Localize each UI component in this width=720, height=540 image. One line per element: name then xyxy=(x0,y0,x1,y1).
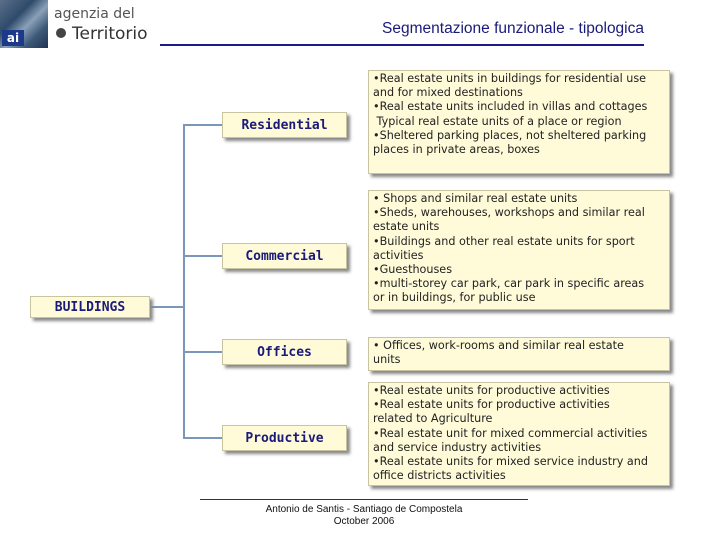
agency-logo xyxy=(0,0,160,48)
desc-line: places in private areas, boxes xyxy=(373,143,540,157)
desc-line: estate units xyxy=(373,220,440,234)
footer-author: Antonio de Santis - Santiago de Compostela xyxy=(265,504,463,515)
connector-productive xyxy=(183,437,222,439)
connector-offices xyxy=(183,351,222,353)
desc-line: •Sheds, warehouses, workshops and similar real xyxy=(373,206,645,220)
connector-spine xyxy=(183,125,185,438)
desc-line: •Real estate units for productive activities xyxy=(373,398,610,412)
node-commercial xyxy=(222,243,347,269)
footer-date: October 2006 xyxy=(333,516,395,527)
desc-line: Typical real estate units of a place or region xyxy=(373,114,622,128)
logo-text-line1: agenzia del xyxy=(54,6,135,22)
desc-line: •Guesthouses xyxy=(373,263,453,277)
node-productive-label: Productive xyxy=(245,430,324,446)
node-residential-label: Residential xyxy=(241,117,328,133)
connector-residential xyxy=(183,124,222,126)
desc-residential xyxy=(368,70,670,174)
desc-line: activities xyxy=(373,248,424,262)
desc-line: and service industry activities xyxy=(373,440,542,454)
desc-line: • Offices, work-rooms and similar real estate xyxy=(373,339,624,352)
desc-line: •Sheltered parking places, not sheltered parking xyxy=(373,128,647,142)
desc-line: •Real estate units in buildings for residential use xyxy=(373,72,647,85)
desc-line: •Real estate unit for mixed commercial activities xyxy=(373,426,648,440)
node-offices-label: Offices xyxy=(257,344,312,360)
footer-rule xyxy=(200,499,528,500)
desc-commercial xyxy=(368,190,670,310)
connector-commercial xyxy=(183,255,222,257)
desc-line: •Real estate units for productive activities xyxy=(373,384,610,397)
desc-offices xyxy=(368,337,670,371)
node-productive xyxy=(222,425,347,451)
desc-line: office districts activities xyxy=(373,469,506,483)
footer-text xyxy=(200,504,528,528)
connector-root-to-spine xyxy=(150,306,184,308)
header-rule xyxy=(160,44,644,46)
desc-line: • Shops and similar real estate units xyxy=(373,192,578,205)
emblem-icon xyxy=(56,28,66,38)
desc-productive xyxy=(368,382,670,486)
desc-line: and for mixed destinations xyxy=(373,86,523,100)
logo-image xyxy=(0,0,48,48)
logo-badge: ai xyxy=(2,30,24,46)
node-buildings-label: BUILDINGS xyxy=(54,299,126,315)
node-residential xyxy=(222,112,347,138)
desc-line: •multi-storey car park, car park in specific areas xyxy=(373,277,645,291)
node-buildings xyxy=(30,296,150,318)
logo-text-territorio: Territorio xyxy=(72,24,148,44)
logo-text-line2 xyxy=(56,24,148,44)
desc-line: •Real estate units for mixed service industry and xyxy=(373,455,648,469)
desc-line: or in buildings, for public use xyxy=(373,291,536,305)
slide-title: Segmentazione funzionale - tipologica xyxy=(382,20,644,37)
node-commercial-label: Commercial xyxy=(245,248,324,264)
desc-line: units xyxy=(373,353,401,367)
node-offices xyxy=(222,339,347,365)
desc-line: •Real estate units included in villas and cottages xyxy=(373,100,648,114)
desc-line: •Buildings and other real estate units for sport xyxy=(373,234,635,248)
desc-line: related to Agriculture xyxy=(373,412,493,426)
